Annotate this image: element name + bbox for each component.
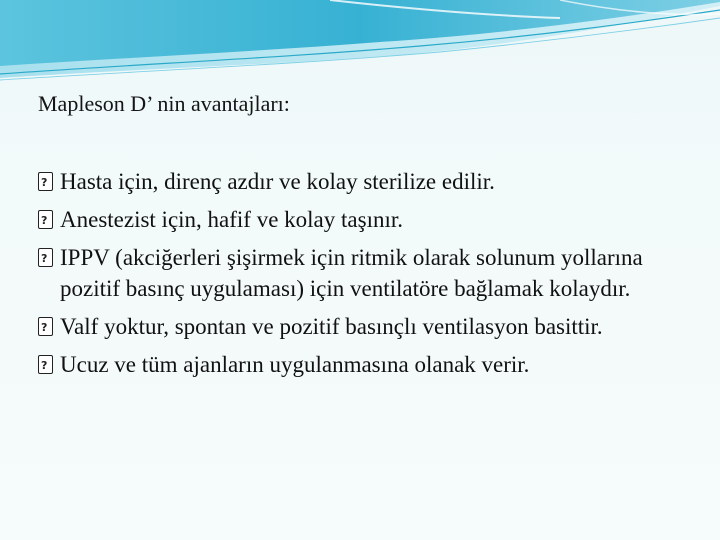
missing-glyph-box-icon: [38, 355, 53, 374]
slide-title: Mapleson D’ nin avantajları:: [38, 91, 290, 116]
bullet-item: [38, 242, 698, 304]
bullet-text: Valf yoktur, spontan ve pozitif basınçlı ventilasyon basittir.: [60, 314, 603, 339]
bullet-text: Anestezist için, hafif ve kolay taşınır.: [60, 207, 403, 232]
bullet-text: Hasta için, direnç azdır ve kolay sterilize edilir.: [60, 169, 495, 194]
bullet-item: [38, 204, 698, 235]
missing-glyph-box-icon: [38, 317, 53, 336]
bullet-list: [38, 166, 698, 387]
bullet-text: IPPV (akciğerleri şişirmek için ritmik olarak solunum yollarına pozitif basınç uygulaması) için ventilatöre bağlamak kolaydır.: [60, 245, 643, 301]
bullet-item: [38, 166, 698, 197]
missing-glyph-box-icon: [38, 210, 53, 229]
bullet-item: [38, 311, 698, 342]
bullet-item: [38, 349, 698, 380]
missing-glyph-box-icon: [38, 248, 53, 267]
bullet-text: Ucuz ve tüm ajanların uygulanmasına olanak verir.: [60, 352, 530, 377]
header-wave-decoration: [0, 0, 720, 90]
missing-glyph-box-icon: [38, 172, 53, 191]
